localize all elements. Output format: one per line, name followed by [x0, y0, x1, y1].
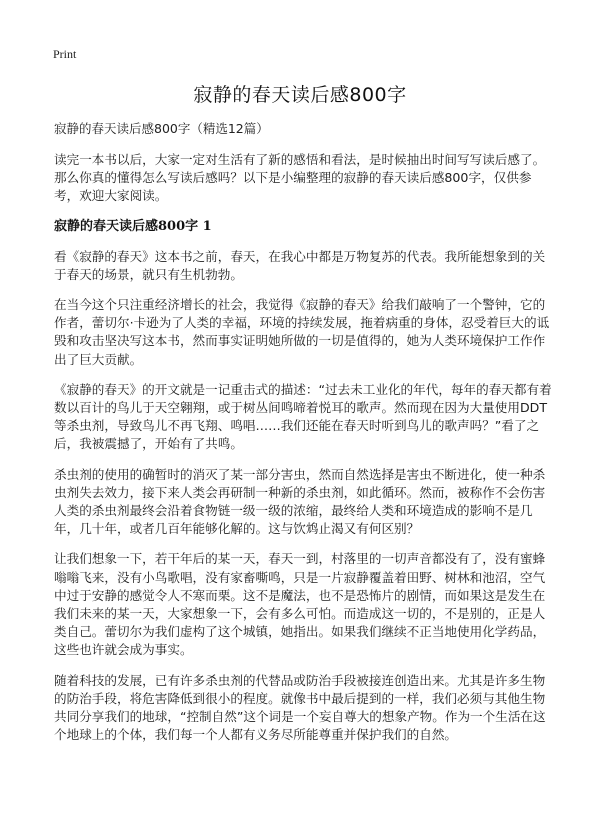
paragraph: 看《寂静的春天》这本书之前，春天，在我心中都是万物复苏的代表。我所能想象到的关于春天的场景，就只有生机勃勃。	[54, 248, 546, 282]
paragraph: 在当今这个只注重经济增长的社会，我觉得《寂静的春天》给我们敲响了一个警钟，它的作者，蕾切尔·卡逊为了人类的幸福，环境的持续发展，拖着病重的身体，忍受着巨大的诋毁和攻击坚决写这本书，然而事实证明她所做的一切是值得的，她为人类环境保护工作作出了巨大贡献。	[54, 297, 550, 367]
paragraph: 让我们想象一下，若干年后的某一天，春天一到，村落里的一切声音都没有了，没有蜜蜂嗡嗡飞来，没有小鸟歌唱，没有家畜嘶鸣，只是一片寂静覆盖着田野、树林和池沼，空气中过于安静的感觉令人不寒而栗。这不是魔法，也不是恐怖片的剧情，而如果这是发生在我们未来的某一天，大家想象一下，会有多么可怕。而造成这一切的，不是别的，正是人类自己。蕾切尔为我们虚构了这个城镇，她指出。如果我们继续不正当地使用化学药品，这些也许就会成为事实。	[54, 551, 546, 658]
paragraph: 随着科技的发展，已有许多杀虫剂的代替品或防治手段被接连创造出来。尤其是许多生物的防治手段，将危害降低到很小的程度。就像书中最后提到的一样，我们必须与其他生物共同分享我们的地球，“控制自然”这个词是一个妄自尊大的想象产物。作为一个生活在这个地球上的个体，我们每一个人都有义务尽所能尊重并保护我们的自然。	[54, 672, 546, 743]
page-title: 寂静的春天读后感800字	[193, 84, 407, 106]
section-heading: 寂静的春天读后感800字 1	[54, 218, 212, 234]
paragraph: 《寂静的春天》的开文就是一记重击式的描述：“过去未工业化的年代，每年的春天都有着数以百计的鸟儿于天空翱翔，或于树丛间鸣啼着悦耳的歌声。然而现在因为大量使用DDT等杀虫剂，导致鸟儿不再飞翔、鸣唱……我们还能在春天时听到鸟儿的歌声吗？”看了之后，我被震撼了，开始有了共鸣。	[54, 381, 552, 452]
print-link[interactable]: Print	[53, 47, 77, 61]
paragraph: 杀虫剂的使用的确暂时的消灭了某一部分害虫，然而自然选择是害虫不断进化，使一种杀虫剂失去效力，接下来人类会再研制一种新的杀虫剂，如此循环。然而，被称作不会伤害人类的杀虫剂最终会沿着食物链一级一级的浓缩，最终给人类和环境造成的影响不是几年，几十年，或者几百年能够化解的。这与饮鸩止渴又有何区别？	[54, 466, 546, 537]
article-body	[54, 120, 554, 756]
intro-paragraph: 读完一本书以后，大家一定对生活有了新的感悟和看法，是时候抽出时间写写读后感了。那么你真的懂得怎么写读后感吗？以下是小编整理的寂静的春天读后感800字，仅供参考，欢迎大家阅读。	[54, 152, 546, 204]
article-subtitle: 寂静的春天读后感800字（精选12篇）	[54, 121, 269, 136]
